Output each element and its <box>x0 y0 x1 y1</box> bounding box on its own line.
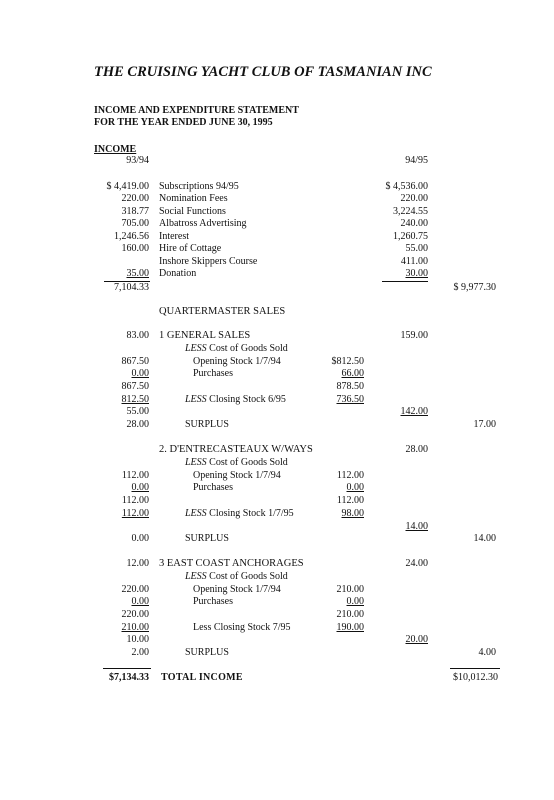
document-title: THE CRUISING YACHT CLUB OF TASMANIAN INC <box>94 64 432 80</box>
income-subtotal-curr: $ 9,977.30 <box>453 282 496 293</box>
total-income-curr: $10,012.30 <box>453 672 498 683</box>
statement-heading-line2: FOR THE YEAR ENDED JUNE 30, 1995 <box>94 117 273 128</box>
total-income-label: TOTAL INCOME <box>161 672 243 683</box>
quartermaster-heading: QUARTERMASTER SALES <box>159 306 286 317</box>
income-heading: INCOME <box>94 144 137 155</box>
total-income-prev: $7,134.33 <box>109 672 149 683</box>
income-subtotal-prev: 7,104.33 <box>114 282 149 293</box>
section-title: 3 EAST COAST ANCHORAGES <box>159 558 304 569</box>
section-title: 1 GENERAL SALES <box>159 330 251 341</box>
total-curr-rule <box>450 668 500 669</box>
column-header-curr-year: 94/95 <box>405 155 428 166</box>
column-header-prev-year: 93/94 <box>126 155 149 166</box>
income-curr-rule <box>382 281 428 282</box>
total-prev-rule <box>103 668 151 669</box>
statement-heading-line1: INCOME AND EXPENDITURE STATEMENT <box>94 105 299 116</box>
section-title: 2. D'ENTRECASTEAUX W/WAYS <box>159 444 313 455</box>
